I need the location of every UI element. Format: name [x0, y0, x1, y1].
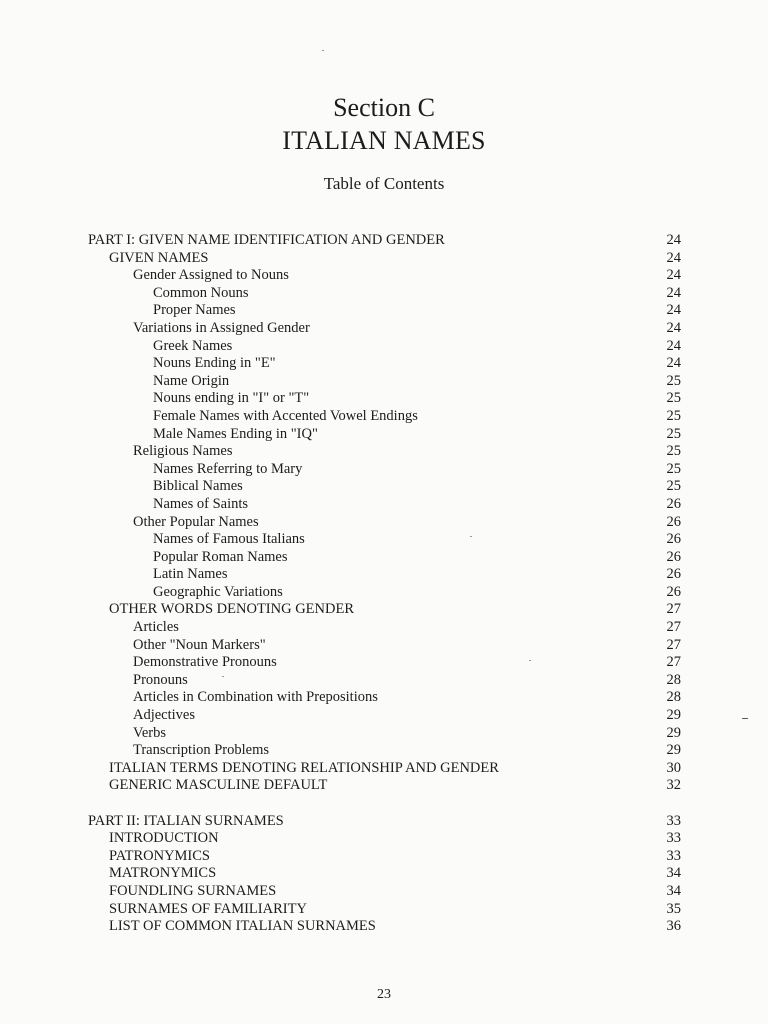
scan-speck [742, 718, 748, 719]
toc-entry-title: Variations in Assigned Gender [133, 319, 310, 336]
toc-entry [0, 408, 768, 426]
toc-entry-page: 26 [666, 566, 681, 583]
toc-entry-title: Male Names Ending in "IQ" [153, 425, 318, 442]
toc-entry [0, 848, 768, 866]
toc-entry-title: Latin Names [153, 566, 228, 583]
toc-entry [0, 813, 768, 831]
toc-entry-page: 25 [666, 443, 681, 460]
toc-heading: Table of Contents [323, 174, 445, 193]
toc-entry-title: LIST OF COMMON ITALIAN SURNAMES [109, 918, 376, 935]
scan-speck [322, 50, 324, 51]
toc-entry [0, 443, 768, 461]
scan-speck [529, 660, 531, 661]
toc-entry-title: Religious Names [133, 443, 233, 460]
toc-entry-title: Adjectives [133, 707, 196, 724]
toc-entry-title: Names Referring to Mary [153, 460, 303, 477]
toc-entry [0, 302, 768, 320]
toc-entry-title: Nouns Ending in "E" [153, 355, 276, 372]
toc-entry [0, 760, 768, 778]
toc-entry [0, 285, 768, 303]
toc-entry-page: 25 [666, 425, 681, 442]
toc-entry-page: 25 [666, 390, 681, 407]
toc-entry-page: 24 [666, 337, 681, 354]
toc-entry-page: 24 [666, 302, 681, 319]
scan-speck [222, 676, 224, 677]
toc-entry-title: GENERIC MASCULINE DEFAULT [109, 777, 328, 794]
toc-entry-page: 36 [666, 918, 681, 935]
toc-entry [0, 250, 768, 268]
toc-entry-title: SURNAMES OF FAMILIARITY [109, 900, 307, 917]
toc-entry-page: 26 [666, 513, 681, 530]
toc-entry-page: 26 [666, 583, 681, 600]
toc-entry [0, 707, 768, 725]
toc-entry [0, 672, 768, 690]
toc-entry-title: ITALIAN TERMS DENOTING RELATIONSHIP AND GENDER [109, 759, 499, 776]
toc-entry-title: Female Names with Accented Vowel Endings [153, 407, 418, 424]
toc-entry-page: 24 [666, 319, 681, 336]
toc-entry-page: 32 [666, 777, 681, 794]
toc-entry-page: 25 [666, 460, 681, 477]
toc-entry-title: Transcription Problems [133, 742, 270, 759]
toc-entry-title: Nouns ending in "I" or "T" [153, 390, 310, 407]
toc-entry [0, 426, 768, 444]
toc-entry-page: 33 [666, 812, 681, 829]
toc-entry [0, 514, 768, 532]
toc-entry [0, 496, 768, 514]
toc-entry-title: Gender Assigned to Nouns [133, 267, 289, 284]
toc-entry [0, 865, 768, 883]
toc-entry-page: 34 [666, 882, 681, 899]
toc-entry-page: 27 [666, 636, 681, 653]
toc-entry-title: Biblical Names [153, 478, 243, 495]
toc-entry-title: PART I: GIVEN NAME IDENTIFICATION AND GENDER [88, 232, 445, 248]
toc-entry-page: 26 [666, 495, 681, 512]
toc-entry-title: Other Popular Names [133, 513, 259, 530]
toc-entry [0, 267, 768, 285]
toc-entry-page: 24 [666, 284, 681, 301]
toc-entry-title: Verbs [133, 724, 167, 741]
toc-entry-page: 24 [666, 267, 681, 284]
toc-entry-page: 35 [666, 900, 681, 917]
toc-entry [0, 619, 768, 637]
toc-entry [0, 373, 768, 391]
toc-entry-title: Names of Saints [153, 495, 249, 512]
toc-entry-page: 27 [666, 619, 681, 636]
toc-entry [0, 390, 768, 408]
toc-entry [0, 689, 768, 707]
toc-entry [0, 918, 768, 936]
toc-entry-page: 27 [666, 654, 681, 671]
toc-entry-title: Articles [133, 619, 179, 636]
toc-entry-title: Names of Famous Italians [153, 531, 305, 548]
toc-entry-title: GIVEN NAMES [109, 249, 209, 266]
toc-entry [0, 584, 768, 602]
toc-entry [0, 725, 768, 743]
toc-entry-title: Common Nouns [153, 284, 249, 301]
toc-entry-page: 28 [666, 689, 681, 706]
page-number: 23 [377, 987, 391, 1002]
toc-entry-page: 29 [666, 742, 681, 759]
toc-entry-page: 29 [666, 724, 681, 741]
toc-entry-title: Popular Roman Names [153, 548, 288, 565]
toc-entry-page: 34 [666, 865, 681, 882]
table-of-contents [0, 232, 768, 936]
toc-entry-page: 24 [666, 249, 681, 266]
toc-entry-page: 25 [666, 407, 681, 424]
toc-entry-title: Name Origin [153, 372, 230, 389]
toc-entry-page: 25 [666, 478, 681, 495]
toc-entry-title: PART II: ITALIAN SURNAMES [88, 812, 284, 829]
toc-entry [0, 742, 768, 760]
toc-entry-title: Pronouns [133, 671, 188, 688]
toc-entry [0, 830, 768, 848]
toc-entry-title: Greek Names [153, 337, 233, 354]
toc-entry-page: 25 [666, 372, 681, 389]
toc-entry-page: 24 [666, 232, 681, 248]
toc-entry-page: 24 [666, 355, 681, 372]
toc-entry-page: 29 [666, 707, 681, 724]
toc-entry-title: Proper Names [153, 302, 236, 319]
toc-entry-title: FOUNDLING SURNAMES [109, 882, 277, 899]
toc-entry [0, 566, 768, 584]
toc-entry-page: 28 [666, 671, 681, 688]
toc-entry [0, 478, 768, 496]
section-label: Section C [333, 93, 435, 122]
toc-entry [0, 883, 768, 901]
toc-entry [0, 549, 768, 567]
scan-speck [470, 536, 472, 537]
toc-entry [0, 461, 768, 479]
toc-entry-title: PATRONYMICS [109, 847, 210, 864]
toc-entry-title: Geographic Variations [153, 583, 283, 600]
toc-entry-page: 26 [666, 548, 681, 565]
toc-entry [0, 232, 768, 250]
toc-entry [0, 901, 768, 919]
toc-entry-title: INTRODUCTION [109, 830, 219, 847]
toc-entry-title: Other "Noun Markers" [133, 636, 266, 653]
toc-entry-page: 33 [666, 847, 681, 864]
toc-entry-page: 30 [666, 759, 681, 776]
toc-entry [0, 320, 768, 338]
toc-entry [0, 601, 768, 619]
toc-entry [0, 355, 768, 373]
toc-entry-title: MATRONYMICS [109, 865, 217, 882]
toc-entry [0, 338, 768, 356]
toc-entry-title: OTHER WORDS DENOTING GENDER [109, 601, 355, 618]
toc-entry-page: 33 [666, 830, 681, 847]
page-title: ITALIAN NAMES [282, 126, 486, 155]
toc-entry-title: Demonstrative Pronouns [133, 654, 277, 671]
toc-entry [0, 637, 768, 655]
toc-entry [0, 777, 768, 795]
toc-entry [0, 531, 768, 549]
toc-entry-page: 26 [666, 531, 681, 548]
toc-entry-page: 27 [666, 601, 681, 618]
toc-entry [0, 654, 768, 672]
toc-entry-title: Articles in Combination with Prepositions [133, 689, 378, 706]
